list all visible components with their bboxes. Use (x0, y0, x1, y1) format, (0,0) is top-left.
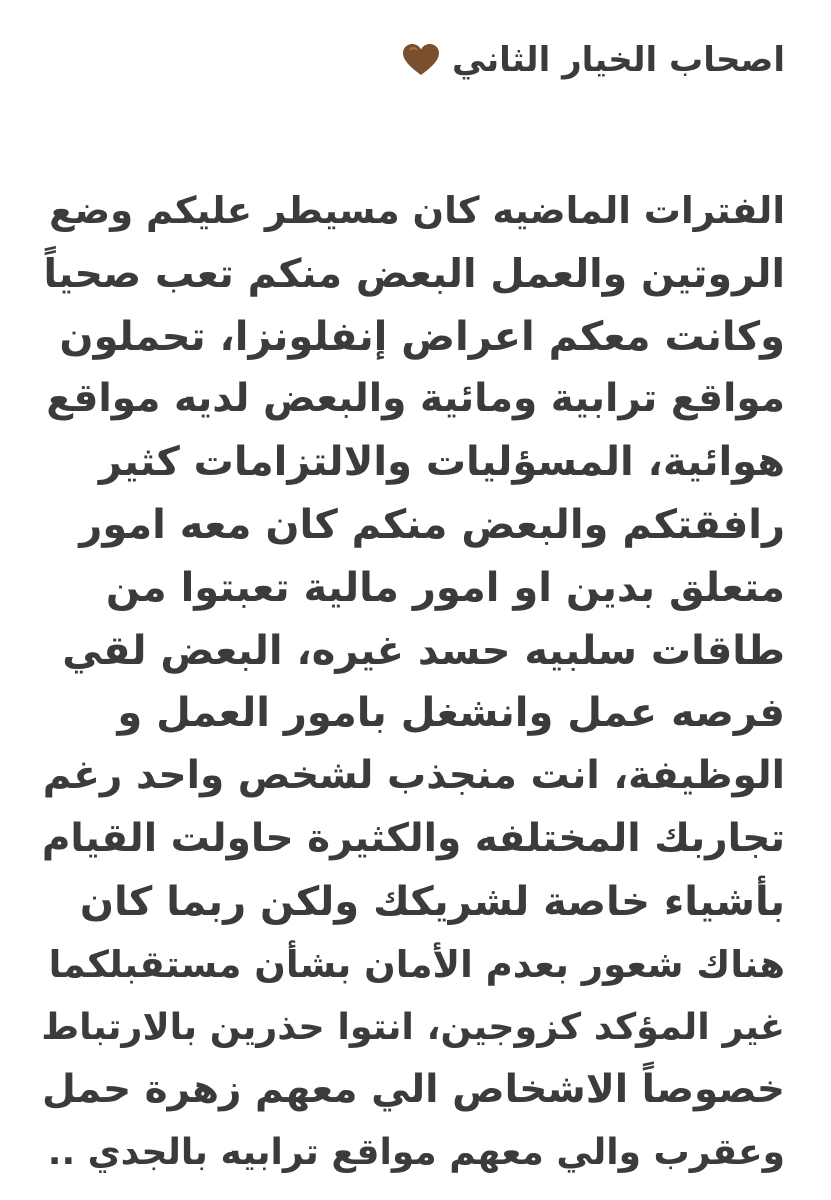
body-line: الوظيفة، انت منجذب لشخص واحد رغم (42, 753, 785, 799)
note-body (40, 180, 785, 1185)
body-line: الروتين والعمل البعض منكم تعب صحياً (43, 250, 785, 297)
body-line: متعلق بدين او امور مالية تعبتوا من (105, 564, 785, 611)
body-line: خصوصاً الاشخاص الي معهم زهرة حمل (42, 1067, 785, 1113)
body-line: مواقع ترابية ومائية والبعض لديه مواقع (46, 376, 785, 422)
body-line: تجاربك المختلفه والكثيرة حاولت القيام (41, 815, 785, 861)
body-line: بأشياء خاصة لشريكك ولكن ربما كان (79, 878, 785, 925)
body-line: هوائية، المسؤليات والالتزامات كثير (98, 439, 785, 486)
body-line: وكانت معكم اعراض إنفلونزا، تحملون (59, 313, 785, 360)
note-title: اصحاب الخيار الثاني (452, 40, 785, 80)
body-line: غير المؤكد كزوجين، انتوا حذرين بالارتباط (41, 1005, 785, 1049)
body-line: الفترات الماضيه كان مسيطر عليكم وضع (49, 189, 785, 232)
body-line: فرصه عمل وانشغل بامور العمل و (117, 690, 785, 737)
body-line: وعقرب والي معهم مواقع ترابيه بالجدي .. (47, 1131, 785, 1173)
body-line: طاقات سلبيه حسد غيره، البعض لقي (62, 627, 785, 674)
note-title-row (40, 30, 785, 90)
brown-heart-icon (402, 43, 440, 77)
body-line: رافقتكم والبعض منكم كان معه امور (79, 501, 785, 548)
body-line: هناك شعور بعدم الأمان بشأن مستقبلكما (48, 942, 785, 986)
